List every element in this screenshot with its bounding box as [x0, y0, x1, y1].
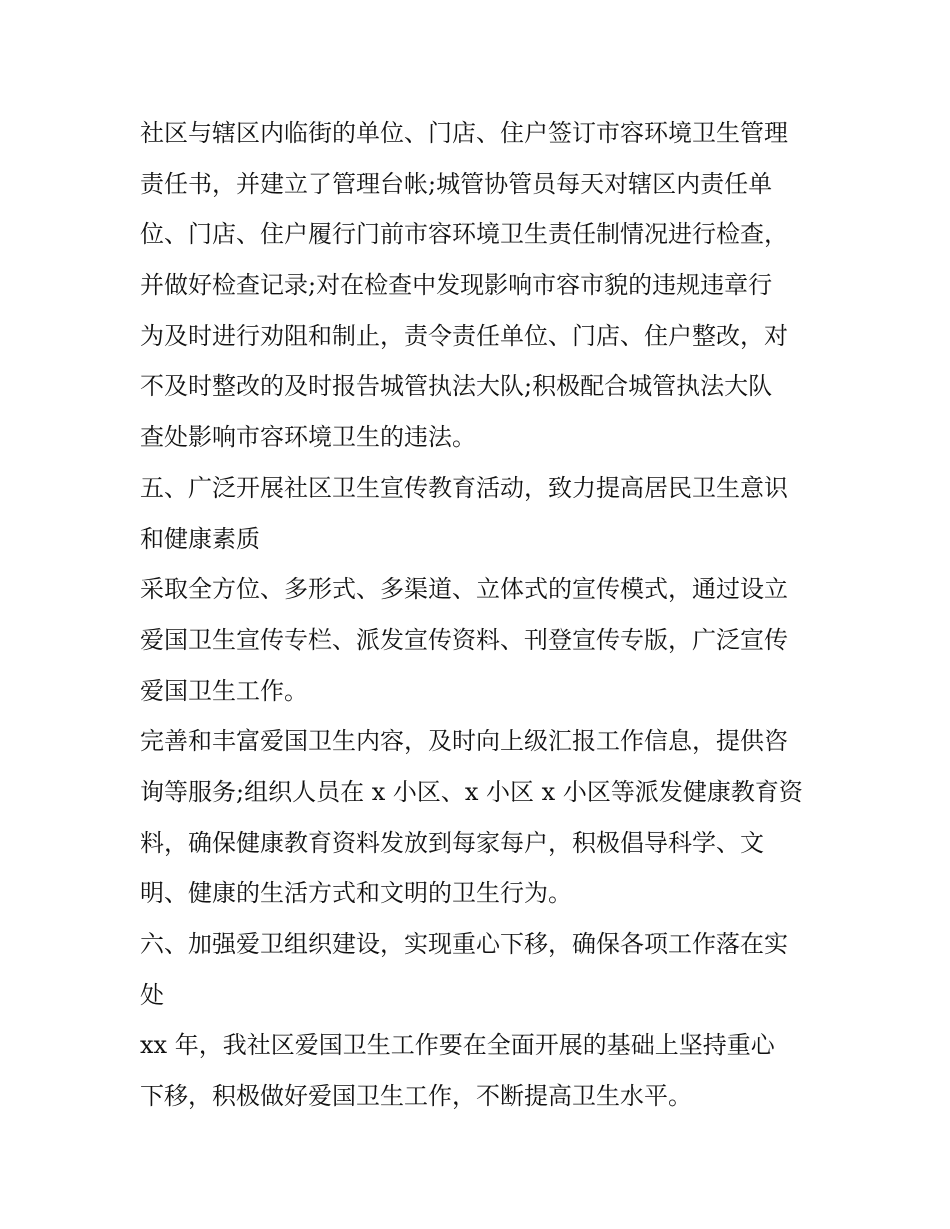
- text-line: 采取全方位、多形式、多渠道、立体式的宣传模式，通过设立: [140, 575, 788, 604]
- text-line: 社区与辖区内临街的单位、门店、住户签订市容环境卫生管理: [140, 119, 788, 147]
- text-line: 爱国卫生工作。: [140, 676, 308, 705]
- text-line: 料，确保健康教育资料发放到每家每户，积极倡导科学、文: [140, 828, 764, 857]
- text-line: 明、健康的生活方式和文明的卫生行为。: [140, 879, 572, 908]
- text-line: 下移，积极做好爱国卫生工作，不断提高卫生水平。: [140, 1082, 692, 1111]
- text-line: 并做好检查记录;对在检查中发现影响市容市貌的违规违章行: [140, 271, 773, 300]
- section-heading-line: 六、加强爱卫组织建设，实现重心下移，确保各项工作落在实: [140, 930, 788, 958]
- text-line: 责任书，并建立了管理台帐;城管协管员每天对辖区内责任单: [140, 169, 773, 198]
- text-line: 不及时整改的及时报告城管执法大队;积极配合城管执法大队: [140, 372, 773, 401]
- text-line: 完善和丰富爱国卫生内容，及时向上级汇报工作信息，提供咨: [140, 727, 788, 756]
- section-heading-line: 处: [140, 980, 164, 1009]
- text-line: xx 年，我社区爱国卫生工作要在全面开展的基础上坚持重心: [140, 1031, 775, 1060]
- text-line: 爱国卫生宣传专栏、派发宣传资料、刊登宣传专版，广泛宣传: [140, 625, 788, 654]
- text-line: 为及时进行劝阻和制止，责令责任单位、门店、住户整改，对: [140, 321, 788, 350]
- text-line: 位、门店、住户履行门前市容环境卫生责任制情况进行检查，: [140, 220, 788, 249]
- document-body: [140, 108, 820, 1122]
- section-heading-line: 和健康素质: [140, 524, 260, 553]
- text-line: 查处影响市容环境卫生的违法。: [140, 423, 476, 452]
- section-heading-line: 五、广泛开展社区卫生宣传教育活动，致力提高居民卫生意识: [140, 473, 788, 502]
- text-line: 询等服务;组织人员在 x 小区、x 小区 x 小区等派发健康教育资: [140, 777, 803, 806]
